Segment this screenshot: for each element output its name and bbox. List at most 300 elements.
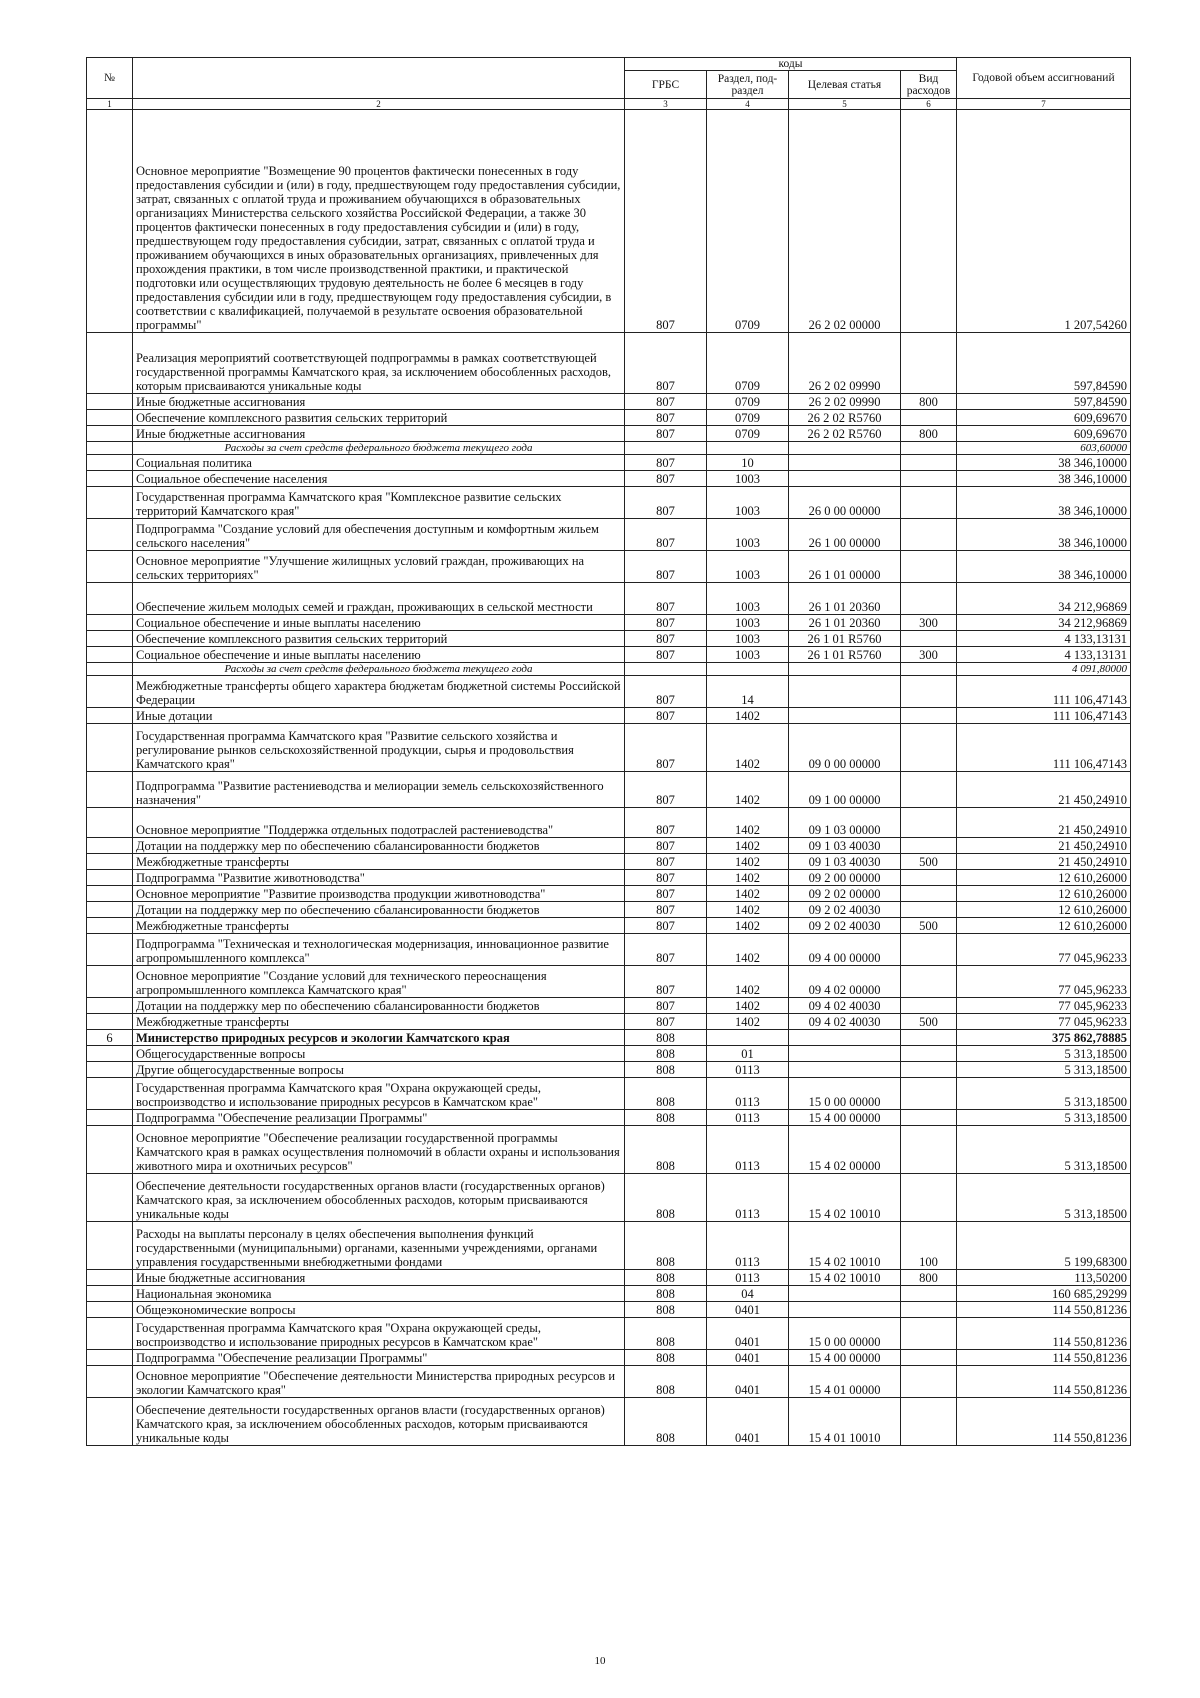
table-row bbox=[87, 110, 1131, 333]
row-number bbox=[87, 808, 133, 838]
table-row bbox=[87, 631, 1131, 647]
row-number bbox=[87, 631, 133, 647]
row-razdel: 1003 bbox=[707, 471, 789, 487]
row-razdel: 0401 bbox=[707, 1302, 789, 1318]
row-celevaya-statya: 15 4 01 00000 bbox=[789, 1366, 901, 1398]
row-number bbox=[87, 1046, 133, 1062]
row-name: Обеспечение комплексного развития сельских территорий bbox=[133, 410, 625, 426]
row-celevaya-statya: 26 1 01 00000 bbox=[789, 551, 901, 583]
row-grbs: 807 bbox=[625, 838, 707, 854]
column-numbers-row bbox=[87, 99, 1131, 110]
row-grbs: 807 bbox=[625, 966, 707, 998]
table-note-row bbox=[87, 442, 1131, 455]
row-celevaya-statya: 09 1 03 40030 bbox=[789, 838, 901, 854]
row-sum: 38 346,10000 bbox=[957, 471, 1131, 487]
row-razdel: 1402 bbox=[707, 998, 789, 1014]
row-sum: 114 550,81236 bbox=[957, 1366, 1131, 1398]
row-sum: 1 207,54260 bbox=[957, 110, 1131, 333]
row-grbs: 808 bbox=[625, 1398, 707, 1446]
row-celevaya-statya: 15 4 02 10010 bbox=[789, 1222, 901, 1270]
row-celevaya-statya bbox=[789, 455, 901, 471]
row-grbs: 808 bbox=[625, 1302, 707, 1318]
row-sum: 603,60000 bbox=[957, 442, 1131, 455]
row-celevaya-statya: 15 4 00 00000 bbox=[789, 1110, 901, 1126]
row-number bbox=[87, 663, 133, 676]
row-number bbox=[87, 1126, 133, 1174]
table-row bbox=[87, 808, 1131, 838]
row-razdel: 10 bbox=[707, 455, 789, 471]
row-celevaya-statya: 26 2 02 09990 bbox=[789, 394, 901, 410]
row-vid-raskhodov bbox=[901, 663, 957, 676]
row-celevaya-statya: 26 1 00 00000 bbox=[789, 519, 901, 551]
row-razdel: 1003 bbox=[707, 615, 789, 631]
row-number bbox=[87, 998, 133, 1014]
row-vid-raskhodov bbox=[901, 1030, 957, 1046]
row-vid-raskhodov bbox=[901, 886, 957, 902]
header-razdel: Раздел, под-раздел bbox=[707, 71, 789, 99]
row-celevaya-statya: 15 0 00 00000 bbox=[789, 1318, 901, 1350]
table-row bbox=[87, 708, 1131, 724]
row-number bbox=[87, 854, 133, 870]
row-sum: 5 313,18500 bbox=[957, 1078, 1131, 1110]
table-row bbox=[87, 1302, 1131, 1318]
table-row bbox=[87, 838, 1131, 854]
row-vid-raskhodov bbox=[901, 1126, 957, 1174]
row-vid-raskhodov bbox=[901, 902, 957, 918]
row-razdel: 04 bbox=[707, 1286, 789, 1302]
row-grbs: 807 bbox=[625, 918, 707, 934]
table-row bbox=[87, 1270, 1131, 1286]
row-sum: 5 313,18500 bbox=[957, 1046, 1131, 1062]
row-name: Социальная политика bbox=[133, 455, 625, 471]
row-number bbox=[87, 1350, 133, 1366]
row-grbs bbox=[625, 442, 707, 455]
row-celevaya-statya: 09 0 00 00000 bbox=[789, 724, 901, 772]
row-grbs: 807 bbox=[625, 808, 707, 838]
row-vid-raskhodov bbox=[901, 1366, 957, 1398]
row-vid-raskhodov bbox=[901, 966, 957, 998]
row-name: Социальное обеспечение населения bbox=[133, 471, 625, 487]
row-vid-raskhodov bbox=[901, 1302, 957, 1318]
row-grbs: 807 bbox=[625, 471, 707, 487]
row-number bbox=[87, 918, 133, 934]
row-celevaya-statya: 09 4 00 00000 bbox=[789, 934, 901, 966]
row-grbs: 808 bbox=[625, 1030, 707, 1046]
row-razdel: 0113 bbox=[707, 1222, 789, 1270]
row-vid-raskhodov bbox=[901, 551, 957, 583]
row-vid-raskhodov bbox=[901, 455, 957, 471]
row-name: Основное мероприятие "Обеспечение реализации государственной программы Камчатского края в рамках осуществления полномочий в области охраны и использования животного мира и охотничьих ресурсов" bbox=[133, 1126, 625, 1174]
row-celevaya-statya: 09 2 02 40030 bbox=[789, 902, 901, 918]
table-body bbox=[87, 110, 1131, 1446]
header-name bbox=[133, 58, 625, 99]
row-vid-raskhodov bbox=[901, 410, 957, 426]
row-sum: 21 450,24910 bbox=[957, 838, 1131, 854]
column-number: 7 bbox=[957, 99, 1131, 110]
row-sum: 111 106,47143 bbox=[957, 724, 1131, 772]
row-celevaya-statya: 09 1 00 00000 bbox=[789, 772, 901, 808]
row-vid-raskhodov bbox=[901, 934, 957, 966]
row-sum: 114 550,81236 bbox=[957, 1302, 1131, 1318]
row-grbs: 807 bbox=[625, 998, 707, 1014]
budget-table bbox=[86, 57, 1131, 1446]
table-row bbox=[87, 455, 1131, 471]
row-razdel: 1003 bbox=[707, 631, 789, 647]
row-razdel: 0401 bbox=[707, 1366, 789, 1398]
row-sum: 114 550,81236 bbox=[957, 1318, 1131, 1350]
row-grbs: 808 bbox=[625, 1062, 707, 1078]
row-name: Государственная программа Камчатского края "Охрана окружающей среды, воспроизводство и использование природных ресурсов в Камчатском крае" bbox=[133, 1078, 625, 1110]
row-sum: 5 199,68300 bbox=[957, 1222, 1131, 1270]
row-number bbox=[87, 1222, 133, 1270]
row-celevaya-statya bbox=[789, 1302, 901, 1318]
row-razdel: 0709 bbox=[707, 426, 789, 442]
row-razdel: 0113 bbox=[707, 1078, 789, 1110]
row-celevaya-statya bbox=[789, 1046, 901, 1062]
row-grbs: 807 bbox=[625, 934, 707, 966]
row-celevaya-statya: 26 1 01 20360 bbox=[789, 583, 901, 615]
row-razdel: 14 bbox=[707, 676, 789, 708]
row-number bbox=[87, 455, 133, 471]
row-razdel: 1402 bbox=[707, 918, 789, 934]
header-vid: Вид расходов bbox=[901, 71, 957, 99]
row-grbs: 807 bbox=[625, 870, 707, 886]
table-row bbox=[87, 551, 1131, 583]
row-sum: 21 450,24910 bbox=[957, 854, 1131, 870]
row-celevaya-statya: 09 1 03 40030 bbox=[789, 854, 901, 870]
table-row bbox=[87, 886, 1131, 902]
row-celevaya-statya bbox=[789, 1030, 901, 1046]
table-row bbox=[87, 333, 1131, 394]
row-razdel: 0113 bbox=[707, 1270, 789, 1286]
row-celevaya-statya: 09 2 02 00000 bbox=[789, 886, 901, 902]
row-name: Расходы за счет средств федерального бюджета текущего года bbox=[133, 442, 625, 455]
row-vid-raskhodov bbox=[901, 676, 957, 708]
table-row bbox=[87, 615, 1131, 631]
row-vid-raskhodov: 500 bbox=[901, 918, 957, 934]
table-row bbox=[87, 1398, 1131, 1446]
row-sum: 111 106,47143 bbox=[957, 676, 1131, 708]
row-sum: 77 045,96233 bbox=[957, 998, 1131, 1014]
row-razdel: 1402 bbox=[707, 934, 789, 966]
row-celevaya-statya: 15 4 02 10010 bbox=[789, 1270, 901, 1286]
table-row bbox=[87, 1014, 1131, 1030]
row-razdel: 0709 bbox=[707, 410, 789, 426]
row-grbs: 808 bbox=[625, 1222, 707, 1270]
row-sum: 609,69670 bbox=[957, 410, 1131, 426]
row-celevaya-statya: 26 2 02 09990 bbox=[789, 333, 901, 394]
row-number bbox=[87, 1302, 133, 1318]
table-row bbox=[87, 1030, 1131, 1046]
row-sum: 38 346,10000 bbox=[957, 455, 1131, 471]
table-row bbox=[87, 1286, 1131, 1302]
table-row bbox=[87, 1174, 1131, 1222]
row-sum: 4 133,13131 bbox=[957, 647, 1131, 663]
row-name: Межбюджетные трансферты bbox=[133, 854, 625, 870]
row-razdel: 0709 bbox=[707, 394, 789, 410]
row-sum: 77 045,96233 bbox=[957, 1014, 1131, 1030]
row-grbs: 808 bbox=[625, 1046, 707, 1062]
row-name: Обеспечение жильем молодых семей и граждан, проживающих в сельской местности bbox=[133, 583, 625, 615]
row-vid-raskhodov bbox=[901, 1286, 957, 1302]
table-row bbox=[87, 934, 1131, 966]
table-row bbox=[87, 1350, 1131, 1366]
row-number bbox=[87, 1398, 133, 1446]
row-celevaya-statya bbox=[789, 1286, 901, 1302]
table-row bbox=[87, 647, 1131, 663]
row-name: Межбюджетные трансферты общего характера бюджетам бюджетной системы Российской Федерации bbox=[133, 676, 625, 708]
table-row bbox=[87, 1110, 1131, 1126]
row-vid-raskhodov bbox=[901, 333, 957, 394]
table-row bbox=[87, 1046, 1131, 1062]
row-razdel: 0113 bbox=[707, 1126, 789, 1174]
column-number: 3 bbox=[625, 99, 707, 110]
row-number bbox=[87, 934, 133, 966]
row-sum: 597,84590 bbox=[957, 394, 1131, 410]
row-celevaya-statya: 15 4 00 00000 bbox=[789, 1350, 901, 1366]
row-number bbox=[87, 333, 133, 394]
row-number bbox=[87, 1270, 133, 1286]
row-sum: 12 610,26000 bbox=[957, 902, 1131, 918]
row-number bbox=[87, 772, 133, 808]
row-sum: 38 346,10000 bbox=[957, 487, 1131, 519]
row-name: Подпрограмма "Обеспечение реализации Программы" bbox=[133, 1110, 625, 1126]
row-celevaya-statya: 15 4 01 10010 bbox=[789, 1398, 901, 1446]
row-name: Расходы на выплаты персоналу в целях обеспечения выполнения функций государственными (муниципальными) органами, казенными учреждениями, органами управления государственными внебюджетными фондами bbox=[133, 1222, 625, 1270]
row-sum: 4 133,13131 bbox=[957, 631, 1131, 647]
row-name: Основное мероприятие "Создание условий для технического переоснащения агропромышленного комплекса Камчатского края" bbox=[133, 966, 625, 998]
row-celevaya-statya bbox=[789, 708, 901, 724]
row-vid-raskhodov: 500 bbox=[901, 1014, 957, 1030]
row-number bbox=[87, 1062, 133, 1078]
table-row bbox=[87, 394, 1131, 410]
row-razdel: 1402 bbox=[707, 708, 789, 724]
row-razdel: 0401 bbox=[707, 1398, 789, 1446]
row-celevaya-statya: 15 0 00 00000 bbox=[789, 1078, 901, 1110]
row-vid-raskhodov bbox=[901, 1046, 957, 1062]
table-row bbox=[87, 902, 1131, 918]
row-celevaya-statya: 15 4 02 00000 bbox=[789, 1126, 901, 1174]
row-sum: 38 346,10000 bbox=[957, 519, 1131, 551]
row-name: Реализация мероприятий соответствующей подпрограммы в рамках соответствующей государственной программы Камчатского края, за исключением обособленных расходов, которым присваиваются уникальные коды bbox=[133, 333, 625, 394]
row-number bbox=[87, 1078, 133, 1110]
row-celevaya-statya: 09 4 02 00000 bbox=[789, 966, 901, 998]
row-vid-raskhodov bbox=[901, 471, 957, 487]
row-razdel: 0709 bbox=[707, 110, 789, 333]
table-row bbox=[87, 772, 1131, 808]
row-celevaya-statya: 26 1 01 20360 bbox=[789, 615, 901, 631]
row-name: Подпрограмма "Развитие животноводства" bbox=[133, 870, 625, 886]
row-razdel: 1402 bbox=[707, 724, 789, 772]
row-name: Министерство природных ресурсов и экологии Камчатского края bbox=[133, 1030, 625, 1046]
row-razdel: 1402 bbox=[707, 870, 789, 886]
row-grbs: 807 bbox=[625, 1014, 707, 1030]
row-razdel: 1003 bbox=[707, 583, 789, 615]
row-grbs: 808 bbox=[625, 1270, 707, 1286]
row-name: Основное мероприятие "Развитие производства продукции животноводства" bbox=[133, 886, 625, 902]
row-grbs: 807 bbox=[625, 583, 707, 615]
row-number bbox=[87, 1286, 133, 1302]
row-name: Дотации на поддержку мер по обеспечению сбалансированности бюджетов bbox=[133, 838, 625, 854]
row-name: Обеспечение деятельности государственных органов власти (государственных органов) Камчатского края, за исключением обособленных расходов, которым присваиваются уникальные коды bbox=[133, 1398, 625, 1446]
row-grbs: 807 bbox=[625, 551, 707, 583]
row-grbs: 807 bbox=[625, 886, 707, 902]
row-razdel: 0113 bbox=[707, 1110, 789, 1126]
table-note-row bbox=[87, 663, 1131, 676]
row-grbs: 807 bbox=[625, 426, 707, 442]
row-name: Обеспечение комплексного развития сельских территорий bbox=[133, 631, 625, 647]
table-row bbox=[87, 471, 1131, 487]
row-grbs: 808 bbox=[625, 1286, 707, 1302]
table-row bbox=[87, 410, 1131, 426]
row-razdel: 1003 bbox=[707, 519, 789, 551]
row-number bbox=[87, 902, 133, 918]
row-name: Иные бюджетные ассигнования bbox=[133, 426, 625, 442]
row-grbs: 807 bbox=[625, 902, 707, 918]
row-sum: 111 106,47143 bbox=[957, 708, 1131, 724]
row-name: Социальное обеспечение и иные выплаты населению bbox=[133, 615, 625, 631]
row-razdel: 1402 bbox=[707, 1014, 789, 1030]
row-number bbox=[87, 519, 133, 551]
row-vid-raskhodov bbox=[901, 519, 957, 551]
row-celevaya-statya: 26 2 02 R5760 bbox=[789, 426, 901, 442]
row-name: Обеспечение деятельности государственных органов власти (государственных органов) Камчатского края, за исключением обособленных расходов, которым присваиваются уникальные коды bbox=[133, 1174, 625, 1222]
table-row bbox=[87, 583, 1131, 615]
table-row bbox=[87, 1126, 1131, 1174]
row-vid-raskhodov: 800 bbox=[901, 394, 957, 410]
row-name: Иные бюджетные ассигнования bbox=[133, 394, 625, 410]
row-vid-raskhodov bbox=[901, 583, 957, 615]
row-razdel: 1402 bbox=[707, 886, 789, 902]
row-number bbox=[87, 708, 133, 724]
row-sum: 34 212,96869 bbox=[957, 615, 1131, 631]
row-vid-raskhodov: 500 bbox=[901, 854, 957, 870]
row-number bbox=[87, 676, 133, 708]
row-vid-raskhodov: 800 bbox=[901, 426, 957, 442]
row-number bbox=[87, 551, 133, 583]
row-razdel: 1402 bbox=[707, 966, 789, 998]
table-row bbox=[87, 854, 1131, 870]
table-row bbox=[87, 1366, 1131, 1398]
row-name: Расходы за счет средств федерального бюджета текущего года bbox=[133, 663, 625, 676]
row-number bbox=[87, 724, 133, 772]
row-number bbox=[87, 394, 133, 410]
row-number bbox=[87, 870, 133, 886]
row-razdel: 1003 bbox=[707, 647, 789, 663]
row-number bbox=[87, 1110, 133, 1126]
row-razdel: 0113 bbox=[707, 1174, 789, 1222]
header-codes: коды bbox=[625, 58, 957, 71]
row-vid-raskhodov bbox=[901, 870, 957, 886]
row-number bbox=[87, 1366, 133, 1398]
row-grbs: 807 bbox=[625, 333, 707, 394]
row-name: Основное мероприятие "Возмещение 90 процентов фактически понесенных в году предоставления субсидии и (или) в году, предшествующем году предоставления субсидии, затрат, связанных с оплатой труда и проживанием обучающихся в образовательных организациях Министерства сельского хозяйства Российской Федерации, а также 30 процентов фактически понесенных в году предоставления субсидии и (или) в году, предшествующем году предоставления субсидии, затрат, связанных с оплатой труда и проживанием обучающихся в иных образовательных организациях, привлеченных для прохождения практики, в том числе производственной практики, и практической подготовки или осуществляющих трудовую деятельность не более 6 месяцев в году предоставления субсидии или в году, предшествующем году предоставления субсидии, в соответствии с квалификацией, получаемой в результате освоения образовательной программы" bbox=[133, 110, 625, 333]
row-celevaya-statya bbox=[789, 676, 901, 708]
row-sum: 597,84590 bbox=[957, 333, 1131, 394]
row-name: Подпрограмма "Развитие растениеводства и мелиорации земель сельскохозяйственного назначения" bbox=[133, 772, 625, 808]
row-number bbox=[87, 647, 133, 663]
row-grbs: 807 bbox=[625, 676, 707, 708]
row-sum: 12 610,26000 bbox=[957, 918, 1131, 934]
row-grbs: 807 bbox=[625, 487, 707, 519]
table-row bbox=[87, 1318, 1131, 1350]
header-num: № bbox=[87, 58, 133, 99]
row-name: Другие общегосударственные вопросы bbox=[133, 1062, 625, 1078]
row-sum: 34 212,96869 bbox=[957, 583, 1131, 615]
row-sum: 12 610,26000 bbox=[957, 886, 1131, 902]
row-grbs: 808 bbox=[625, 1174, 707, 1222]
row-vid-raskhodov bbox=[901, 1078, 957, 1110]
row-celevaya-statya: 09 4 02 40030 bbox=[789, 1014, 901, 1030]
row-sum: 12 610,26000 bbox=[957, 870, 1131, 886]
table-row bbox=[87, 519, 1131, 551]
row-number bbox=[87, 426, 133, 442]
row-sum: 5 313,18500 bbox=[957, 1126, 1131, 1174]
row-name: Общегосударственные вопросы bbox=[133, 1046, 625, 1062]
row-name: Межбюджетные трансферты bbox=[133, 918, 625, 934]
table-row bbox=[87, 998, 1131, 1014]
row-vid-raskhodov bbox=[901, 724, 957, 772]
row-razdel: 0401 bbox=[707, 1318, 789, 1350]
row-grbs: 807 bbox=[625, 615, 707, 631]
row-sum: 5 313,18500 bbox=[957, 1062, 1131, 1078]
row-celevaya-statya: 09 4 02 40030 bbox=[789, 998, 901, 1014]
row-name: Межбюджетные трансферты bbox=[133, 1014, 625, 1030]
row-grbs: 807 bbox=[625, 647, 707, 663]
header-grbs: ГРБС bbox=[625, 71, 707, 99]
row-name: Дотации на поддержку мер по обеспечению сбалансированности бюджетов bbox=[133, 902, 625, 918]
row-celevaya-statya: 15 4 02 10010 bbox=[789, 1174, 901, 1222]
row-vid-raskhodov bbox=[901, 442, 957, 455]
row-name: Иные бюджетные ассигнования bbox=[133, 1270, 625, 1286]
row-vid-raskhodov bbox=[901, 808, 957, 838]
row-grbs: 808 bbox=[625, 1318, 707, 1350]
row-name: Социальное обеспечение и иные выплаты населению bbox=[133, 647, 625, 663]
row-sum: 77 045,96233 bbox=[957, 966, 1131, 998]
row-razdel: 1402 bbox=[707, 854, 789, 870]
row-razdel: 0709 bbox=[707, 333, 789, 394]
row-sum: 77 045,96233 bbox=[957, 934, 1131, 966]
row-name: Подпрограмма "Обеспечение реализации Программы" bbox=[133, 1350, 625, 1366]
row-number bbox=[87, 966, 133, 998]
row-number bbox=[87, 886, 133, 902]
row-sum: 5 313,18500 bbox=[957, 1174, 1131, 1222]
row-vid-raskhodov: 100 bbox=[901, 1222, 957, 1270]
row-name: Иные дотации bbox=[133, 708, 625, 724]
row-razdel bbox=[707, 442, 789, 455]
row-razdel: 1402 bbox=[707, 808, 789, 838]
row-vid-raskhodov bbox=[901, 1110, 957, 1126]
row-grbs: 807 bbox=[625, 519, 707, 551]
row-celevaya-statya: 26 0 00 00000 bbox=[789, 487, 901, 519]
row-sum: 38 346,10000 bbox=[957, 551, 1131, 583]
row-grbs: 808 bbox=[625, 1110, 707, 1126]
row-vid-raskhodov bbox=[901, 998, 957, 1014]
row-grbs: 807 bbox=[625, 724, 707, 772]
row-grbs: 808 bbox=[625, 1126, 707, 1174]
row-name: Государственная программа Камчатского края "Комплексное развитие сельских территорий Камчатского края" bbox=[133, 487, 625, 519]
column-number: 6 bbox=[901, 99, 957, 110]
row-grbs: 807 bbox=[625, 455, 707, 471]
row-celevaya-statya bbox=[789, 663, 901, 676]
table-row bbox=[87, 487, 1131, 519]
row-celevaya-statya bbox=[789, 1062, 901, 1078]
row-grbs bbox=[625, 663, 707, 676]
row-name: Подпрограмма "Создание условий для обеспечения доступным и комфортным жильем сельского населения" bbox=[133, 519, 625, 551]
row-sum: 375 862,78885 bbox=[957, 1030, 1131, 1046]
row-name: Основное мероприятие "Улучшение жилищных условий граждан, проживающих на сельских территориях" bbox=[133, 551, 625, 583]
row-razdel: 1402 bbox=[707, 772, 789, 808]
